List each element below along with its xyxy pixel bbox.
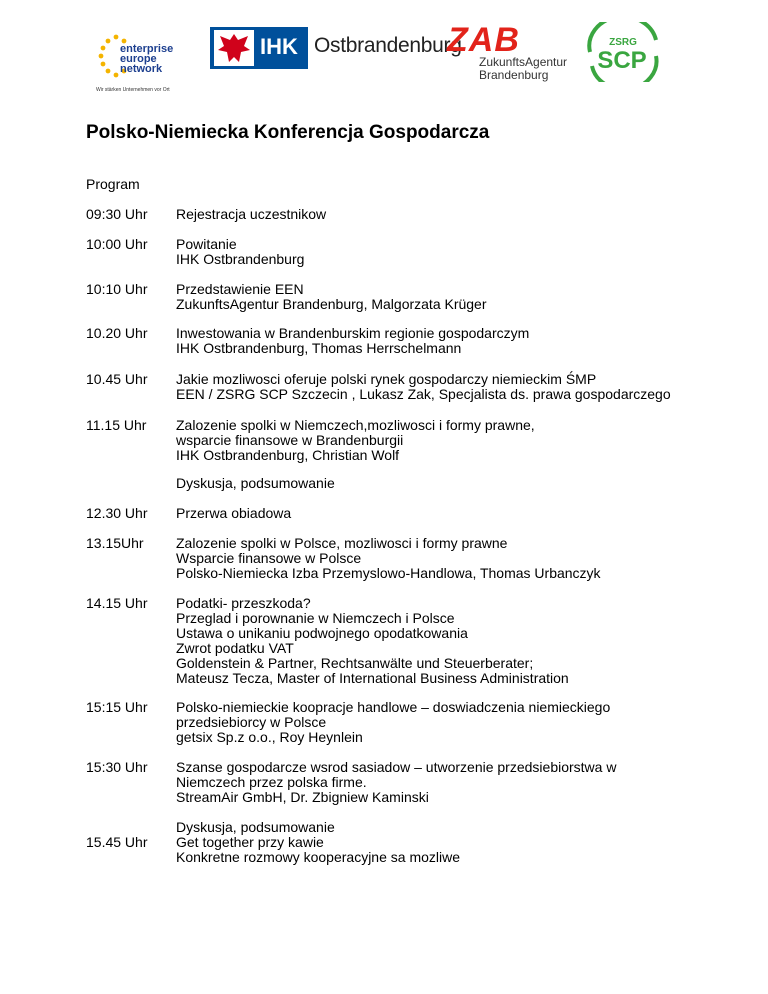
schedule-description — [176, 820, 736, 865]
ihk-name: Ostbrandenburg — [314, 34, 462, 57]
schedule-description — [176, 476, 736, 491]
schedule-description — [176, 506, 736, 521]
description-line: Jakie mozliwosci oferuje polski rynek gospodarczy niemieckim ŚMP — [176, 371, 597, 387]
scp-main-text: SCP — [597, 47, 647, 74]
description-line: IHK Ostbrandenburg — [176, 251, 305, 267]
description-line: IHK Ostbrandenburg, Christian Wolf — [176, 447, 400, 463]
zab-line2: Brandenburg — [479, 68, 549, 82]
schedule-time: 10:00 Uhr — [86, 236, 148, 252]
schedule-time: 10.20 Uhr — [86, 325, 148, 341]
description-line: Niemczech przez polska firme. — [176, 774, 367, 790]
description-line: Przedstawienie EEN — [176, 281, 304, 297]
zab-logo — [447, 21, 577, 85]
description-line: Wsparcie finansowe w Polsce — [176, 550, 362, 566]
een-wordmark: enterprise europe network — [120, 43, 174, 75]
ihk-badge: IHK — [210, 27, 308, 69]
schedule-time: 14.15 Uhr — [86, 595, 148, 611]
een-logo — [96, 30, 206, 100]
description-line: wsparcie finansowe w Brandenburgii — [176, 432, 404, 448]
description-line: Szanse gospodarcze wsrod sasiadow – utworzenie przedsiebiorstwa w — [176, 759, 617, 775]
description-line: Dyskusja, podsumowanie — [176, 475, 335, 491]
schedule-description — [176, 536, 736, 581]
description-line: Inwestowania w Brandenburskim regionie gospodarczym — [176, 325, 530, 341]
schedule-description — [176, 282, 736, 312]
schedule-time: 15:30 Uhr — [86, 759, 148, 775]
description-line: Zalozenie spolki w Polsce, mozliwosci i formy prawne — [176, 535, 508, 551]
scp-emblem-icon — [584, 22, 662, 82]
schedule-time: 11.15 Uhr — [86, 417, 147, 433]
description-line: Ustawa o unikaniu podwojnego opodatkowania — [176, 625, 468, 641]
zab-line1: ZukunftsAgentur — [479, 55, 568, 69]
description-line: Przeglad i porownanie w Niemczech i Polsce — [176, 610, 455, 626]
description-line: StreamAir GmbH, Dr. Zbigniew Kaminski — [176, 789, 429, 805]
description-line: Polsko-Niemiecka Izba Przemyslowo-Handlowa, Thomas Urbanczyk — [176, 565, 601, 581]
schedule-description — [176, 372, 736, 402]
logo-band — [0, 0, 768, 100]
schedule-description — [176, 207, 736, 222]
schedule-description — [176, 418, 736, 463]
schedule-description — [176, 326, 736, 356]
zab-mark: ZAB — [447, 21, 520, 59]
schedule-time: 10.45 Uhr — [86, 371, 148, 387]
description-line: Get together przy kawie — [176, 834, 324, 850]
description-line: Zwrot podatku VAT — [176, 640, 294, 656]
schedule-description — [176, 760, 736, 805]
schedule-time: 10:10 Uhr — [86, 281, 148, 297]
schedule-time: 13.15Uhr — [86, 535, 144, 551]
description-line: Dyskusja, podsumowanie — [176, 819, 335, 835]
schedule-time: 09:30 Uhr — [86, 206, 148, 222]
schedule-time: 15:15 Uhr — [86, 699, 148, 715]
schedule-description — [176, 237, 736, 267]
program-label: Program — [86, 176, 140, 192]
description-line: EEN / ZSRG SCP Szczecin , Lukasz Zak, Specjalista ds. prawa gospodarczego — [176, 386, 671, 402]
description-line: Podatki- przeszkoda? — [176, 595, 311, 611]
description-line: Powitanie — [176, 236, 237, 252]
description-line: Konkretne rozmowy kooperacyjne sa mozliwe — [176, 849, 461, 865]
description-line: Mateusz Tecza, Master of International Business Administration — [176, 670, 569, 686]
description-line: ZukunftsAgentur Brandenburg, Malgorzata Krüger — [176, 296, 487, 312]
een-tagline: Wir stärken Unternehmen vor Ort — [96, 87, 170, 93]
schedule-description — [176, 700, 736, 745]
description-line: IHK Ostbrandenburg, Thomas Herrschelmann — [176, 340, 462, 356]
description-line: przedsiebiorcy w Polsce — [176, 714, 327, 730]
description-line: getsix Sp.z o.o., Roy Heynlein — [176, 729, 363, 745]
description-line: Przerwa obiadowa — [176, 505, 292, 521]
schedule-description — [176, 596, 736, 686]
brandenburg-eagle-icon — [214, 30, 254, 66]
page-title: Polsko-Niemiecka Konferencja Gospodarcza — [86, 122, 490, 143]
scp-top-text: ZSRG — [609, 37, 637, 48]
ihk-logo — [210, 27, 462, 69]
schedule-time: 12.30 Uhr — [86, 505, 148, 521]
schedule-time: 15.45 Uhr — [86, 834, 148, 850]
scp-logo — [584, 22, 662, 82]
description-line: Polsko-niemieckie koopracje handlowe – doswiadczenia niemieckiego — [176, 699, 611, 715]
description-line: Zalozenie spolki w Niemczech,mozliwosci i formy prawne, — [176, 417, 535, 433]
description-line: Goldenstein & Partner, Rechtsanwälte und Steuerberater; — [176, 655, 534, 671]
description-line: Rejestracja uczestnikow — [176, 206, 327, 222]
